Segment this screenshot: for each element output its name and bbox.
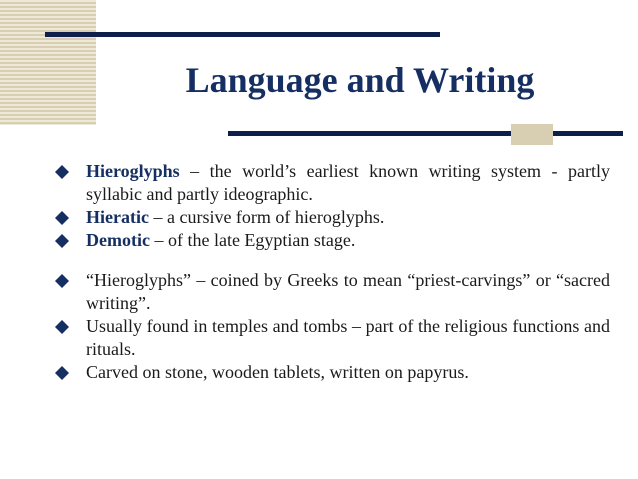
group-spacer bbox=[50, 252, 610, 269]
diamond-bullet-icon bbox=[55, 165, 69, 179]
diamond-bullet-icon bbox=[55, 211, 69, 225]
accent-block bbox=[511, 124, 553, 145]
top-rule bbox=[45, 32, 440, 37]
bullet-text: – of the late Egyptian stage. bbox=[149, 230, 356, 250]
slide-title: Language and Writing bbox=[185, 60, 535, 100]
bullet-item-coined bbox=[50, 269, 610, 315]
bullet-list bbox=[50, 160, 610, 384]
bullet-item-temples bbox=[50, 315, 610, 361]
bottom-rule bbox=[228, 131, 623, 136]
bullet-item-hieroglyphs bbox=[50, 160, 610, 206]
bullet-text: – the world’s earliest known writing system - partly syllabic and partly ideographic. bbox=[86, 161, 610, 204]
term-hieroglyphs: Hieroglyphs bbox=[86, 161, 180, 181]
term-demotic: Demotic bbox=[86, 230, 150, 250]
striped-decoration bbox=[0, 0, 96, 125]
diamond-bullet-icon bbox=[55, 320, 69, 334]
diamond-bullet-icon bbox=[55, 274, 69, 288]
bullet-text: “Hieroglyphs” – coined by Greeks to mean “priest-carvings” or “sacred writing”. bbox=[86, 270, 610, 313]
bullet-item-carved bbox=[50, 361, 610, 384]
term-hieratic: Hieratic bbox=[86, 207, 149, 227]
bullet-text: – a cursive form of hieroglyphs. bbox=[148, 207, 385, 227]
bullet-item-demotic bbox=[50, 229, 610, 252]
diamond-bullet-icon bbox=[55, 366, 69, 380]
bullet-item-hieratic bbox=[50, 206, 610, 229]
bullet-text: Usually found in temples and tombs – part of the religious functions and rituals. bbox=[86, 316, 610, 359]
diamond-bullet-icon bbox=[55, 234, 69, 248]
bullet-text: Carved on stone, wooden tablets, written on papyrus. bbox=[86, 362, 469, 382]
